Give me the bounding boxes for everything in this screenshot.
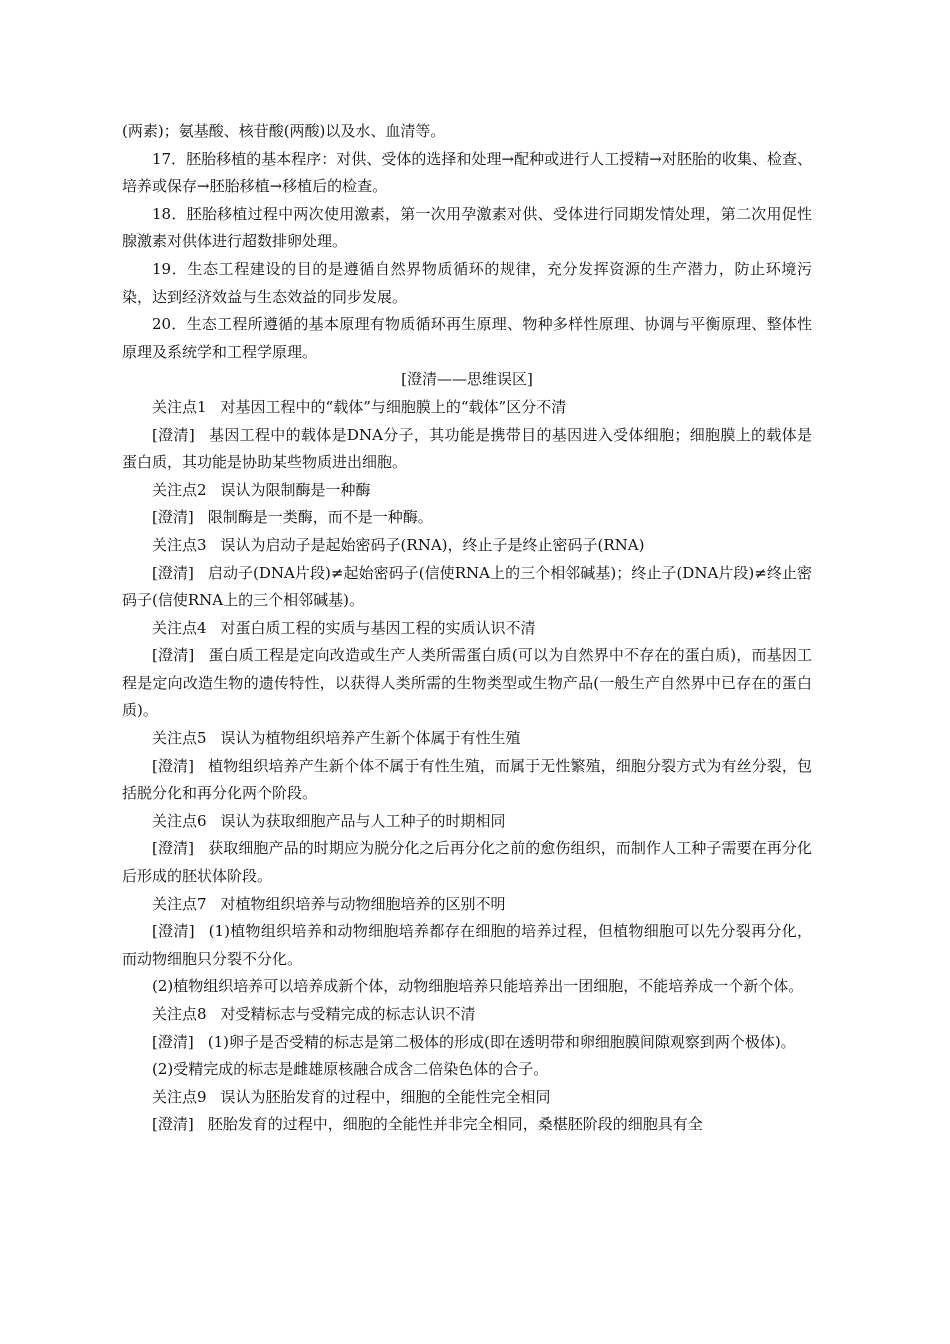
focus-point-heading: [122, 615, 812, 643]
clarify-text: 蛋白质工程是定向改造或生产人类所需蛋白质(可以为自然界中不存在的蛋白质)，而基因工程是定向改造生物的遗传特性，以获得人类所需的生物类型或生物产品(一般生产自然界中已存在的蛋白质)。: [122, 646, 812, 720]
clarification: [122, 918, 812, 973]
focus-point-title: 误认为启动子是起始密码子(RNA)，终止子是终止密码子(RNA): [220, 535, 645, 554]
focus-point-title: 对蛋白质工程的实质与基因工程的实质认识不清: [220, 618, 536, 637]
focus-point-label: 关注点5: [152, 729, 207, 748]
paragraph-18: 18．胚胎移植过程中两次使用激素，第一次用孕激素对供、受体进行同期发情处理，第二次用促性腺激素对供体进行超数排卵处理。: [122, 204, 812, 251]
clarify-text: 胚胎发育的过程中，细胞的全能性并非完全相同，桑椹胚阶段的细胞具有全: [207, 1115, 703, 1134]
focus-point-title: 误认为植物组织培养产生新个体属于有性生殖: [220, 729, 521, 748]
clarification: [122, 504, 812, 532]
focus-point-heading: [122, 808, 812, 836]
focus-point-label: 关注点3: [152, 535, 207, 554]
clarification: [122, 1029, 812, 1057]
clarify-text: 获取细胞产品的时期应为脱分化之后再分化之前的愈伤组织，而制作人工种子需要在再分化后形成的胚状体阶段。: [122, 839, 812, 886]
focus-point-title: 误认为限制酶是一种酶: [220, 480, 371, 499]
clarification: [122, 560, 812, 615]
clarify-label: [澄清]: [152, 1115, 194, 1134]
clarify-label: [澄清]: [152, 922, 195, 941]
focus-point-heading: [122, 477, 812, 505]
clarification: [122, 753, 812, 808]
clarify-label: [澄清]: [152, 839, 195, 858]
clarification: [122, 422, 812, 477]
paragraph-continuation: (两素)；氨基酸、核苷酸(两酸)以及水、血清等。: [122, 122, 446, 140]
clarification-continued: (2)植物组织培养可以培养成新个体，动物细胞培养只能培养出一团细胞，不能培养成一个新个体。: [152, 977, 804, 996]
focus-point-title: 对基因工程中的“载体”与细胞膜上的“载体”区分不清: [220, 397, 567, 416]
clarify-label: [澄清]: [152, 1032, 194, 1051]
focus-point-label: 关注点1: [152, 397, 207, 416]
clarify-text: 启动子(DNA片段)≠起始密码子(信使RNA上的三个相邻碱基)；终止子(DNA片段)≠终止密码子(信使RNA上的三个相邻碱基)。: [122, 563, 812, 610]
clarify-text: (1)卵子是否受精的标志是第二极体的形成(即在透明带和卵细胞膜间隙观察到两个极体)。: [207, 1032, 796, 1051]
clarification: [122, 1111, 812, 1139]
clarify-label: [澄清]: [152, 756, 195, 775]
focus-point-title: 误认为胚胎发育的过程中，细胞的全能性完全相同: [220, 1087, 551, 1106]
clarify-label: [澄清]: [152, 563, 194, 582]
document-page: [122, 118, 812, 1139]
focus-point-heading: [122, 891, 812, 919]
paragraph-19: 19．生态工程建设的目的是遵循自然界物质循环的规律，充分发挥资源的生产潜力，防止环境污染，达到经济效益与生态效益的同步发展。: [122, 259, 812, 306]
clarify-text: (1)植物组织培养和动物细胞培养都存在细胞的培养过程，但植物细胞可以先分裂再分化，而动物细胞只分裂不分化。: [122, 922, 812, 968]
focus-point-heading: [122, 1001, 812, 1029]
clarify-label: [澄清]: [152, 425, 195, 444]
focus-point-label: 关注点6: [152, 811, 207, 830]
focus-point-title: 对植物组织培养与动物细胞培养的区别不明: [220, 894, 506, 913]
focus-point-title: 误认为获取细胞产品与人工种子的时期相同: [220, 811, 506, 830]
clarify-label: [澄清]: [152, 646, 195, 665]
focus-point-title: 对受精标志与受精完成的标志认识不清: [220, 1005, 476, 1023]
clarify-text: 限制酶是一类酶，而不是一种酶。: [207, 508, 433, 527]
section-title: [澄清——思维误区]: [401, 370, 533, 389]
clarification: [122, 642, 812, 725]
clarify-text: 基因工程中的载体是DNA分子，其功能是携带目的基因进入受体细胞；细胞膜上的载体是蛋白质，其功能是协助某些物质进出细胞。: [122, 425, 812, 472]
focus-point-label: 关注点7: [152, 894, 207, 913]
focus-point-heading: [122, 394, 812, 422]
focus-point-label: 关注点8: [152, 1005, 207, 1023]
clarify-text: 植物组织培养产生新个体不属于有性生殖，而属于无性繁殖，细胞分裂方式为有丝分裂，包括脱分化和再分化两个阶段。: [122, 756, 812, 803]
clarify-label: [澄清]: [152, 508, 194, 527]
focus-point-heading: [122, 1084, 812, 1112]
clarification-continued: (2)受精完成的标志是雌雄原核融合成含二倍染色体的合子。: [152, 1060, 549, 1079]
clarification: [122, 835, 812, 890]
paragraph-20: 20．生态工程所遵循的基本原理有物质循环再生原理、物种多样性原理、协调与平衡原理、整体性原理及系统学和工程学原理。: [122, 315, 812, 361]
focus-point-label: 关注点9: [152, 1087, 207, 1106]
focus-point-label: 关注点2: [152, 480, 207, 499]
focus-point-heading: [122, 725, 812, 753]
focus-point-label: 关注点4: [152, 618, 207, 637]
focus-point-heading: [122, 532, 812, 560]
paragraph-17: 17．胚胎移植的基本程序：对供、受体的选择和处理→配种或进行人工授精→对胚胎的收集、检查、培养或保存→胚胎移植→移植后的检查。: [122, 149, 812, 196]
